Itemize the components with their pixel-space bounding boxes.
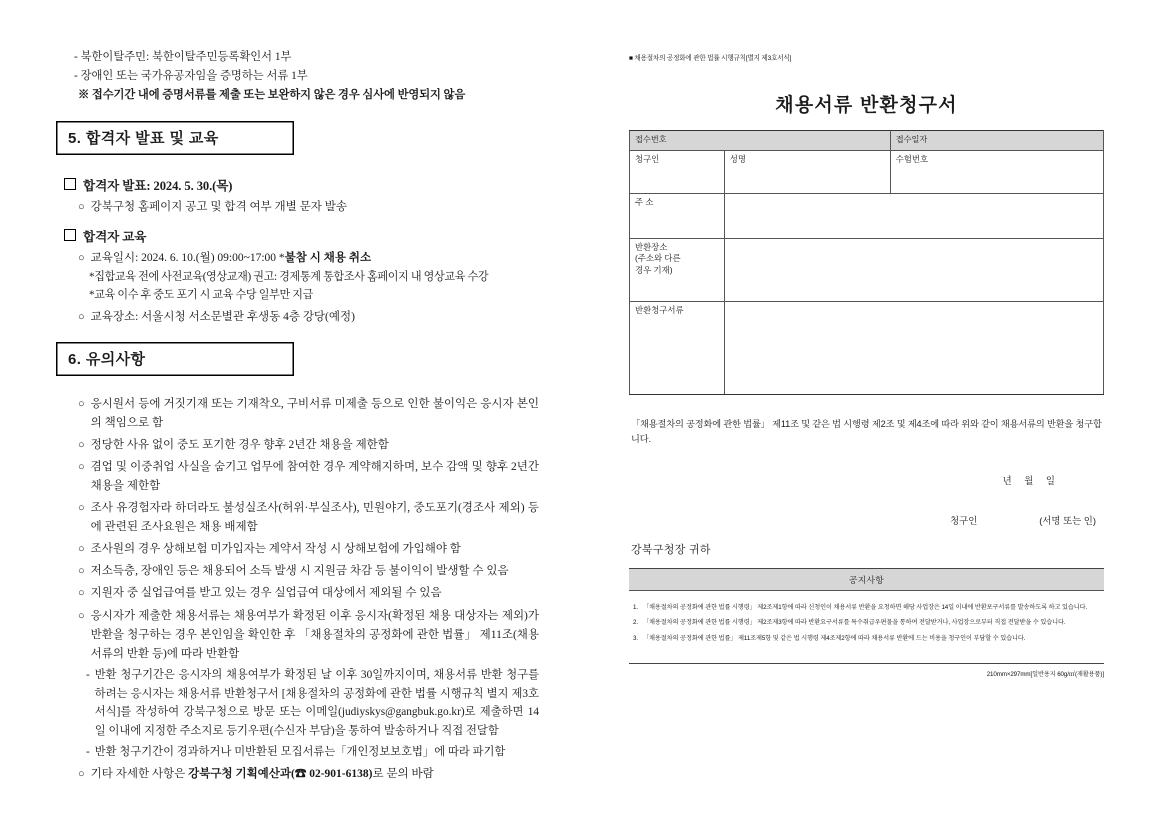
notice-text: 조사 유경험자라 하더라도 불성실조사(허위·부실조사), 민원야기, 중도포기(경조사 제외) 등에 관련된 조사요원은 채용 배제함 [90,502,539,534]
attachment-text: 북한이탈주민: 북한이탈주민등록확인서 1부 [80,51,292,63]
circle-bullet-icon: ○ [78,251,85,264]
contact-text [91,765,539,784]
announcement-detail: 강북구청 홈페이지 공고 및 합격 여부 개별 문자 발송 [90,200,347,213]
return-request-form-table [629,130,1104,395]
circle-bullet-icon: ○ [78,438,85,451]
notice-text: 응시자가 제출한 채용서류는 채용여부가 확정된 이후 응시자(확정된 채용 대상자는 제외)가 반환을 청구하는 경우 본인임을 확인한 후 「채용절차의 공정화에 관한 법률」 제11조(채용서류의 반환 등)에 따라 반환함 [90,609,539,660]
addressee: 강북구청장 귀하 [631,543,711,556]
notice-text: 조사원의 경우 상해보험 미가입자는 계약서 작성 시 상해보험에 가입해야 함 [90,543,461,556]
circle-bullet-icon: ○ [78,587,85,600]
claimant-label: 청구인 [630,151,725,194]
return-place-value-cell[interactable] [724,239,1103,302]
table-row [630,194,1104,239]
training-note-2: *교육 이수 후 중도 포기 시 교육 수당 일부만 지급 [89,289,313,302]
notice-item-text: 「채용절차의 공정화에 관한 법률」 제11조제5항 및 같은 법 시행령 제4조제2항에 따라 채용서류 반환에 드는 비용을 청구인이 부담할 수 있습니다. [642,635,1026,643]
notice-item [78,607,539,664]
training-label: 합격자 교육 [83,229,147,244]
paper-spec-divider [629,663,1104,664]
table-row [630,151,1104,194]
notice-text: 지원자 중 실업급여를 받고 있는 경우 실업급여 대상에서 제외될 수 있음 [90,587,442,600]
circle-bullet-icon: ○ [78,200,85,213]
receipt-no-label: 접수번호 [630,131,891,151]
address-label: 주 소 [630,194,725,239]
return-place-label-sub2: 경우 기재) [635,264,673,275]
training-datetime [91,249,539,268]
contact-department: 강북구청 기획예산과(☎ 02-901-6138) [188,767,373,780]
signer-line [629,513,1096,527]
submission-note: ※ 접수기간 내에 증명서류를 제출 또는 보완하지 않은 경우 심사에 반영되지 않음 [78,88,466,101]
contact-prefix: 기타 자세한 사항은 [90,767,189,780]
notice-number: 2. [633,619,638,627]
notice-subitem [86,666,539,741]
signature-note: (서명 또는 인) [1039,514,1096,526]
circle-bullet-icon: ○ [78,565,85,578]
attachment-item [56,67,539,86]
notice-subitem-text: 반환 청구기간은 응시자의 채용여부가 확정된 날 이후 30일까지이며, 채용서류 반환 청구를 하려는 응시자는 채용서류 반환청구서 [채용절차의 공정화에 관한 법률 시행규칙 별지 제3호 서식]를 작성하여 강북구청으로 방문 또는 이메일(judiyskys@gangbuk.go.kr)로 제출하면 14일 이내에 지정한 주소지로 등기우편(수신자 부담)을 통하여 발송하거나 직접 전달함 [94,668,539,738]
section-6-title: 6. 유의사항 [68,350,146,368]
notice-item-text: 「채용절차의 공정화에 관한 법률 시행령」 제2조제3항에 따라 반환요구서류를 특수취급우편물을 통하여 전달받거나, 사업장으로부터 직접 전달받을 수 있습니다. [642,619,1066,627]
right-page [585,0,1170,827]
receipt-date-label: 접수일자 [890,131,1103,151]
circle-bullet-icon: ○ [78,767,85,780]
notice-item-text: 「채용절차의 공정화에 관한 법률 시행령」 제2조제1항에 따라 신청인이 채용서류 반환을 요청하면 해당 사업장은 14일 이내에 반환포구서류를 발송하도록 하고 있습니다. [642,603,1088,611]
section-5-title: 5. 합격자 발표 및 교육 [68,129,219,147]
dash-marker: - [74,51,78,63]
training-place-row [78,308,539,327]
circle-bullet-icon: ○ [78,502,85,515]
legal-paragraph: 「채용절차의 공정화에 관한 법률」 제11조 및 같은 법 시행령 제2조 및 제4조에 따라 위와 같이 채용서류의 반환을 청구합니다. [631,419,1102,444]
training-datetime-plain: 교육일시: 2024. 6. 10.(월) 09:00~17:00 * [90,251,285,264]
contact-item [78,765,539,784]
return-place-label-sub1: (주소와 다른 [635,253,681,264]
training-cancel-warning: 불참 시 채용 취소 [284,251,372,264]
form-reference: ■ 채용절차의 공정화에 관한 법률 시행규칙[별지 제3호서식] [629,55,792,62]
notice-item [78,562,539,581]
circle-bullet-icon: ○ [78,310,85,323]
notice-number: 3. [633,635,638,643]
announcement-label: 합격자 발표: 2024. 5. 30.(목) [83,178,233,193]
return-docs-value-cell[interactable] [724,302,1103,395]
circle-bullet-icon: ○ [78,397,85,410]
notice-list-item [633,634,1100,645]
announcement-heading [64,175,539,194]
training-place: 교육장소: 서울시청 서소문별관 후생동 4층 강당(예정) [90,310,355,323]
address-value-cell[interactable] [724,194,1103,239]
notice-list [629,603,1104,645]
announcement-detail-row [78,198,539,217]
notice-item [78,458,539,496]
notice-subitem [86,743,539,762]
notice-number: 1. [633,603,638,611]
name-label: 성명 [724,151,890,194]
notice-text: 응시원서 등에 거짓기재 또는 기재착오, 구비서류 미제출 등으로 인한 불이익은 응시자 본인의 책임으로 함 [90,397,539,429]
dash-marker: - [86,745,90,758]
training-note-1: *집합교육 전에 사전교육(영상교재) 권고: 경제통계 통합조사 홈페이지 내 영상교육 수강 [89,270,489,283]
training-heading [64,226,539,245]
notice-list-item [633,603,1100,614]
circle-bullet-icon: ○ [78,543,85,556]
date-line: 년 월 일 [1002,474,1060,486]
square-bullet-icon [64,229,76,241]
notice-list-item [633,618,1100,629]
section-header-5 [56,121,294,155]
notice-section-header: 공지사항 [629,569,1104,591]
notice-item [78,395,539,433]
notice-text: 정당한 사유 없이 중도 포기한 경우 향후 2년간 채용을 제한함 [90,438,389,451]
table-row [630,131,1104,151]
exam-no-label: 수험번호 [890,151,1103,194]
dash-marker: - [86,668,90,681]
notice-text: 겸업 및 이중취업 사실을 숨기고 업무에 참여한 경우 계약해지하며, 보수 감액 및 향후 2년간 채용을 제한함 [90,460,539,493]
square-bullet-icon [64,178,76,190]
dash-marker: - [74,69,78,82]
circle-bullet-icon: ○ [78,460,85,473]
notice-text: 저소득층, 장애인 등은 채용되어 소득 발생 시 지원금 차감 등 불이익이 발생할 수 있음 [90,565,509,578]
notice-item [78,436,539,455]
notice-item [78,540,539,559]
return-place-label-main: 반환장소 [635,242,668,252]
training-datetime-row [78,249,539,268]
section-header-6 [56,342,294,376]
circle-bullet-icon: ○ [78,609,85,622]
table-row [630,239,1104,302]
return-place-label [630,239,725,302]
contact-suffix: 로 문의 바람 [372,767,434,780]
paper-spec: 210mm×297mm[일반용지 60g/㎡(재활용품)] [986,670,1104,678]
form-title: 채용서류 반환청구서 [775,95,958,116]
table-row [630,302,1104,395]
attachment-text: 장애인 또는 국가유공자임을 증명하는 서류 1부 [80,69,308,82]
notice-subitem-text: 반환 청구기간이 경과하거나 미반환된 모집서류는「개인정보보호법」에 따라 파기함 [94,745,506,758]
signer-label: 청구인 [950,514,978,526]
attachment-item [56,48,539,67]
return-docs-label: 반환청구서류 [630,302,725,395]
notice-item [78,584,539,603]
notice-item [78,499,539,537]
